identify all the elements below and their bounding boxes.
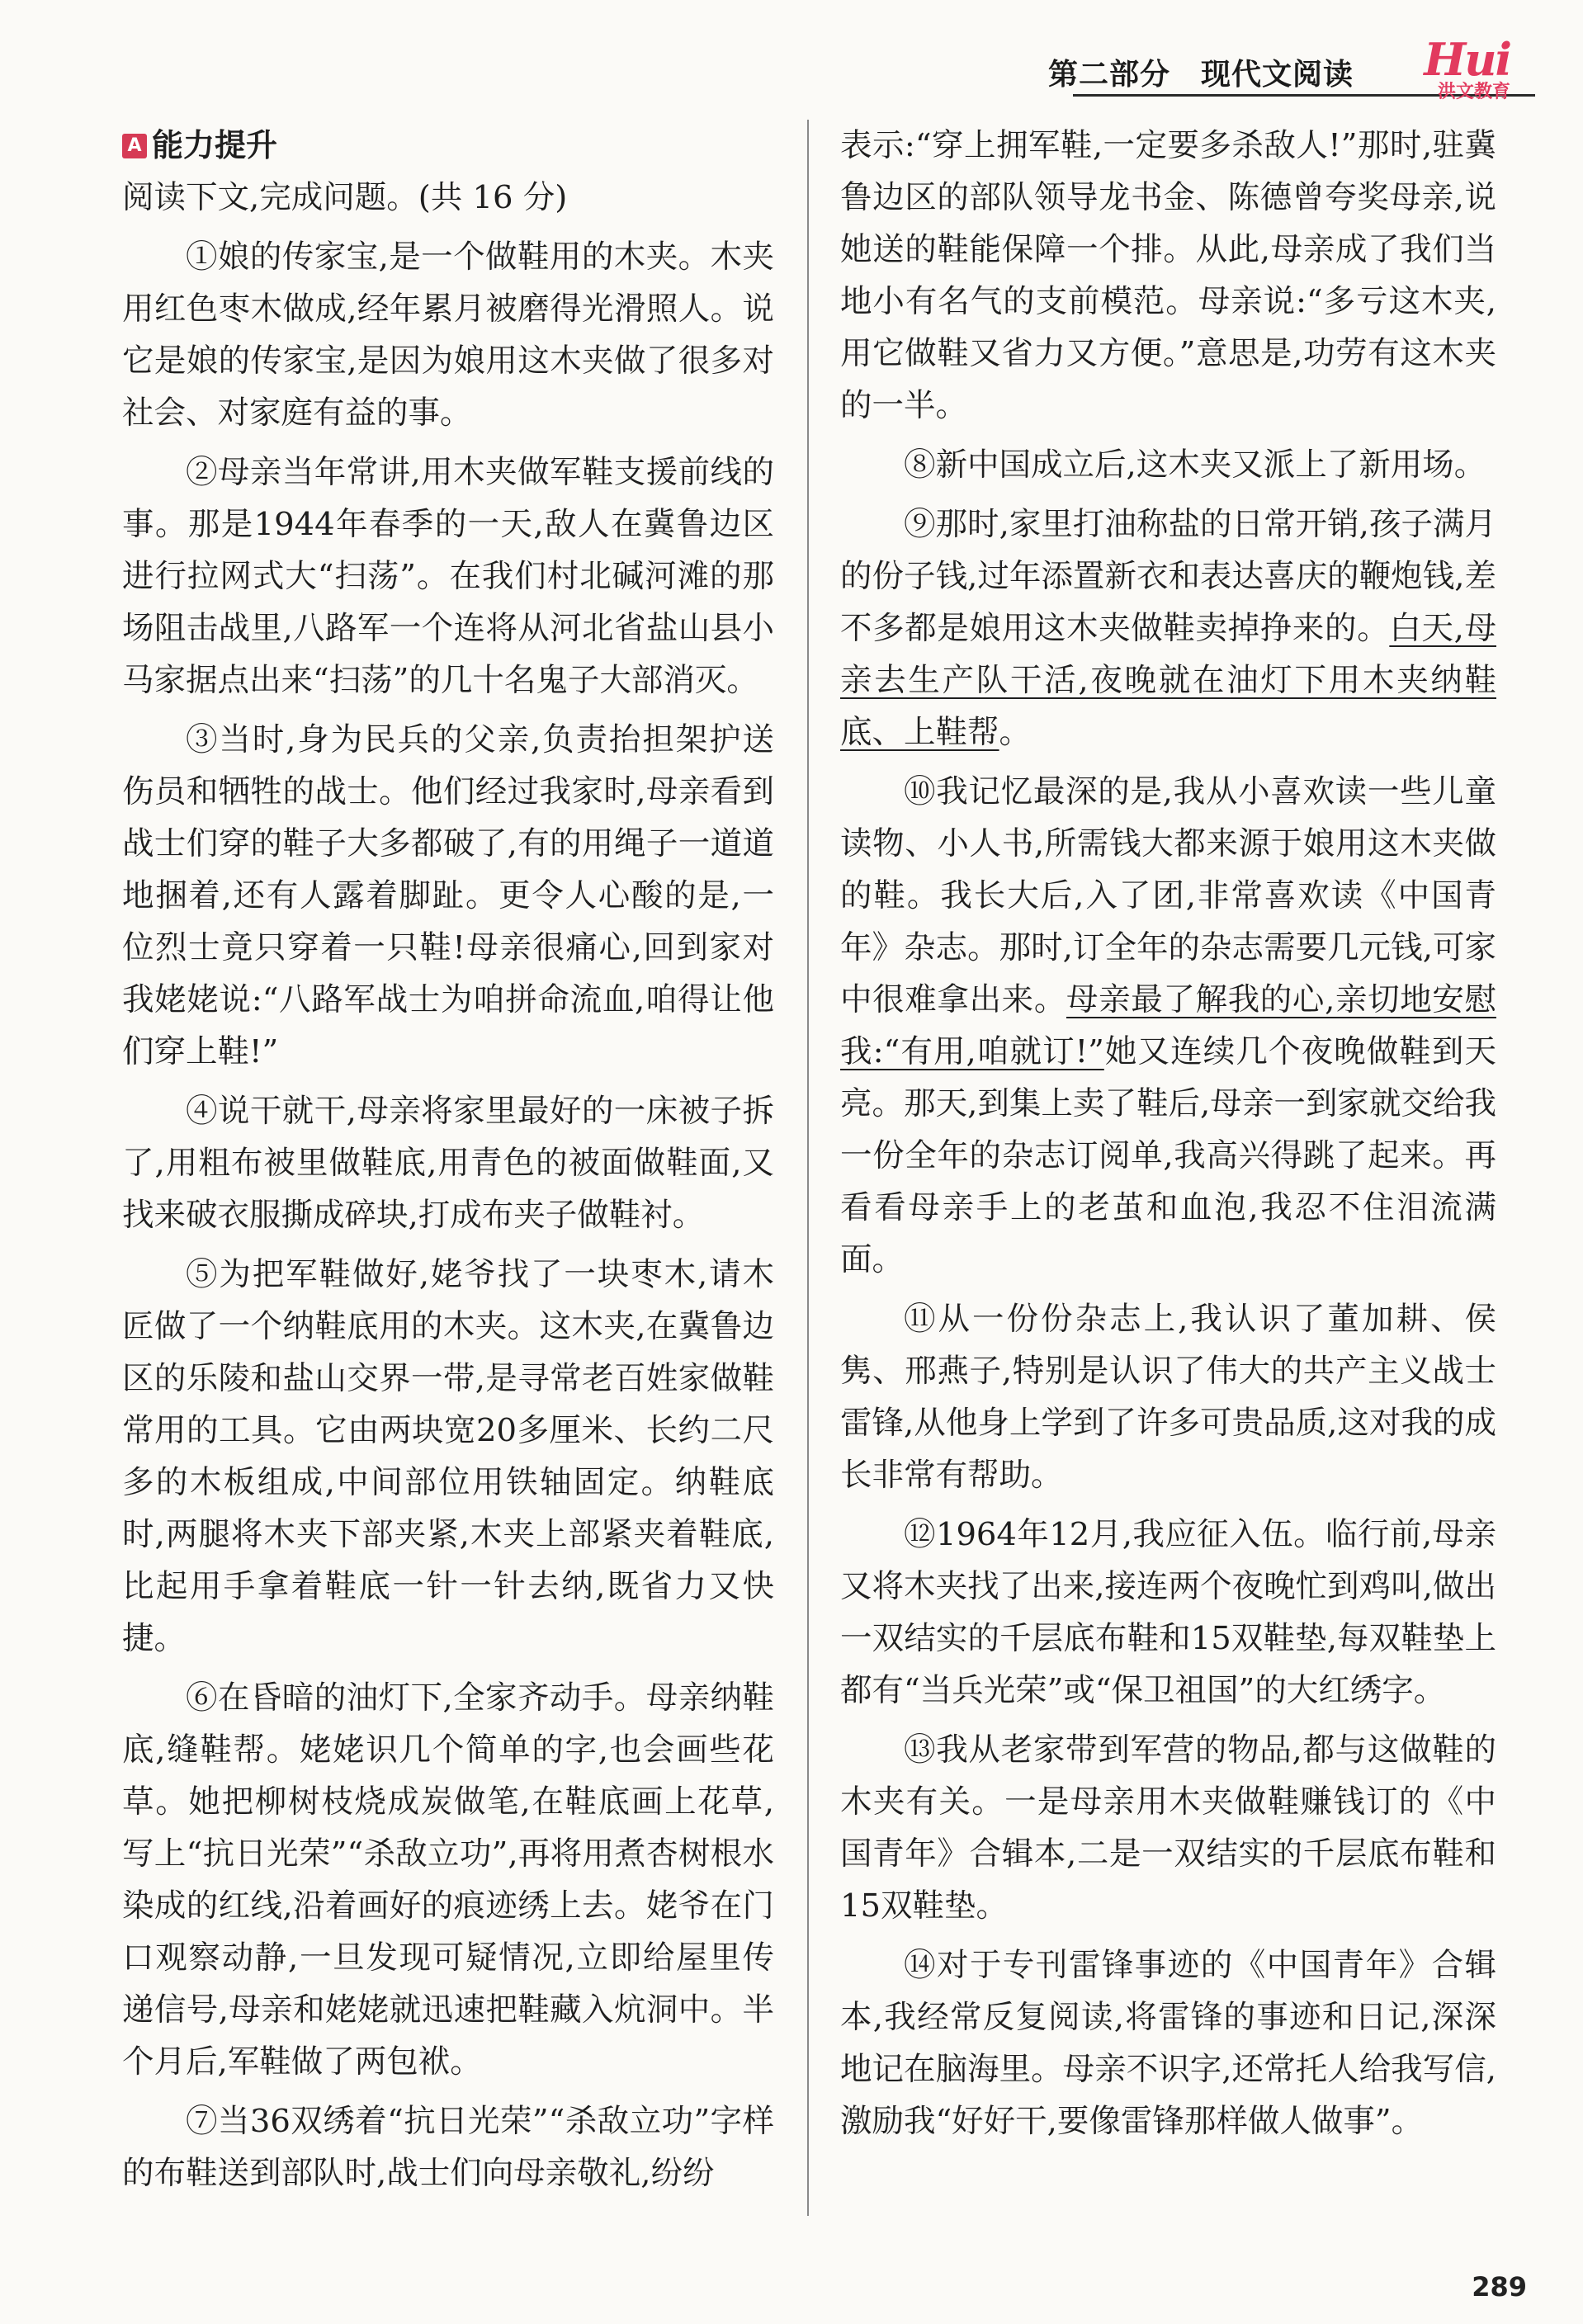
section-heading: 第二部分 现代文阅读 [1047,58,1354,92]
paragraph-2: ②母亲当年常讲,用木夹做军鞋支援前线的事。那是1944年春季的一天,敌人在冀鲁边区进行拉网式大“扫荡”。在我们村北碱河滩的那场阻击战里,八路军一个连将从河北省盐山县小马家据点出来“扫荡”的几十名鬼子大部消灭。 [122,454,774,699]
underlined-sentence-9: 白天,母亲去生产队干活,夜晚就在油灯下用木夹纳鞋底、上鞋帮 [840,610,1496,751]
logo-mark: Hui [1424,33,1510,86]
paragraph-3: ③当时,身为民兵的父亲,负责抬担架护送伤员和牺牲的战士。他们经过我家时,母亲看到战士们穿的鞋子大多都破了,有的用绳子一道道地捆着,还有人露着脚趾。更令人心酸的是,一位烈士竟只穿着一只鞋!母亲很痛心,回到家对我姥姥说:“八路军战士为咱拼命流血,咱得让他们穿上鞋!” [122,721,774,1070]
paragraph-10 [840,766,1496,1286]
paragraph-8: ⑧新中国成立后,这木夹又派上了新用场。 [904,446,1486,484]
paragraph-7-end: 表示:“穿上拥军鞋,一定要多杀敌人!”那时,驻冀鲁边区的部队领导龙书金、陈德曾夸奖母亲,说她送的鞋能保障一个排。从此,母亲成了我们当地小有名气的支前模范。母亲说:“多亏这木夹,用它做鞋又省力又方便。”意思是,功劳有这木夹的一半。 [840,127,1496,424]
underlined-sentence-10: 母亲最了解我的心,亲切地安慰我:“有用,咱就订!” [840,981,1496,1070]
paragraph-14: ⑭对于专刊雷锋事迹的《中国青年》合辑本,我经常反复阅读,将雷锋的事迹和日记,深深地记在脑海里。母亲不识字,还常托人给我写信,激励我“好好干,要像雷锋那样做人做事”。 [840,1947,1496,2140]
section-title [122,120,774,172]
publisher-logo [1354,33,1510,102]
paragraph-11: ⑪从一份份杂志上,我认识了董加耕、侯隽、邢燕子,特别是认识了伟大的共产主义战士雷锋,从他身上学到了许多可贵品质,这对我的成长非常有帮助。 [840,1301,1496,1494]
paragraph-7-start: ⑦当36双绣着“抗日光荣”“杀敌立功”字样的布鞋送到部队时,战士们向母亲敬礼,纷纷 [122,2103,774,2192]
column-divider [807,120,809,2216]
paragraph-6: ⑥在昏暗的油灯下,全家齐动手。母亲纳鞋底,缝鞋帮。姥姥识几个简单的字,也会画些花草。她把柳树枝烧成炭做笔,在鞋底画上花草,写上“抗日光荣”“杀敌立功”,再将用煮杏树根水染成的红线,沿着画好的痕迹绣上去。姥爷在门口观察动静,一旦发现可疑情况,立即给屋里传递信号,母亲和姥姥就迅速把鞋藏入炕洞中。半个月后,军鞋做了两包袱。 [122,1679,774,2081]
paragraph-5: ⑤为把军鞋做好,姥爷找了一块枣木,请木匠做了一个纳鞋底用的木夹。这木夹,在冀鲁边区的乐陵和盐山交界一带,是寻常老百姓家做鞋常用的工具。它由两块宽20多厘米、长约二尺多的木板组成,中间部位用铁轴固定。纳鞋底时,两腿将木夹下部夹紧,木夹上部紧夹着鞋底,比起用手拿着鞋底一针一针去纳,既省力又快捷。 [122,1256,774,1657]
right-column [840,120,1496,2155]
paragraph-13: ⑬我从老家带到军营的物品,都与这做鞋的木夹有关。一是母亲用木夹做鞋赚钱订的《中国青年》合辑本,二是一双结实的千层底布鞋和15双鞋垫。 [840,1731,1496,1925]
paragraph-9-text: ⑨那时,家里打油称盐的日常开销,孩子满月的份子钱,过年添置新衣和表达喜庆的鞭炮钱,差不多都是娘用这木夹做鞋卖掉挣来的。 [840,506,1496,647]
paragraph-9 [840,498,1496,758]
paragraph-10-text: ⑩我记忆最深的是,我从小喜欢读一些儿童读物、小人书,所需钱大都来源于娘用这木夹做的鞋。我长大后,入了团,非常喜欢读《中国青年》杂志。那时,订全年的杂志需要几元钱,可家中很难拿出来。 [840,773,1496,1018]
page-header [1007,33,1535,102]
logo-text: 洪文教育 [1437,82,1510,102]
page-number: 289 [1472,2271,1527,2303]
paragraph-9-end: 。 [999,714,1032,751]
section-badge-icon: A [122,134,147,158]
section-title-text: 能力提升 [152,127,278,163]
paragraph-12: ⑫1964年12月,我应征入伍。临行前,母亲又将木夹找了出来,接连两个夜晚忙到鸡叫,做出一双结实的千层底布鞋和15双鞋垫,每双鞋垫上都有“当兵光荣”或“保卫祖国”的大红绣字。 [840,1516,1496,1709]
instructions: 阅读下文,完成问题。(共 16 分) [122,179,568,216]
paragraph-1: ①娘的传家宝,是一个做鞋用的木夹。木夹用红色枣木做成,经年累月被磨得光滑照人。说它是娘的传家宝,是因为娘用这木夹做了很多对社会、对家庭有益的事。 [122,239,774,432]
paragraph-10-rest: 她又连续几个夜晚做鞋到天亮。那天,到集上卖了鞋后,母亲一到家就交给我一份全年的杂志订阅单,我高兴得跳了起来。再看看母亲手上的老茧和血泡,我忍不住泪流满面。 [840,1033,1496,1278]
paragraph-4: ④说干就干,母亲将家里最好的一床被子拆了,用粗布被里做鞋底,用青色的被面做鞋面,又找来破衣服撕成碎块,打成布夹子做鞋衬。 [122,1093,774,1234]
left-column [122,120,774,2207]
